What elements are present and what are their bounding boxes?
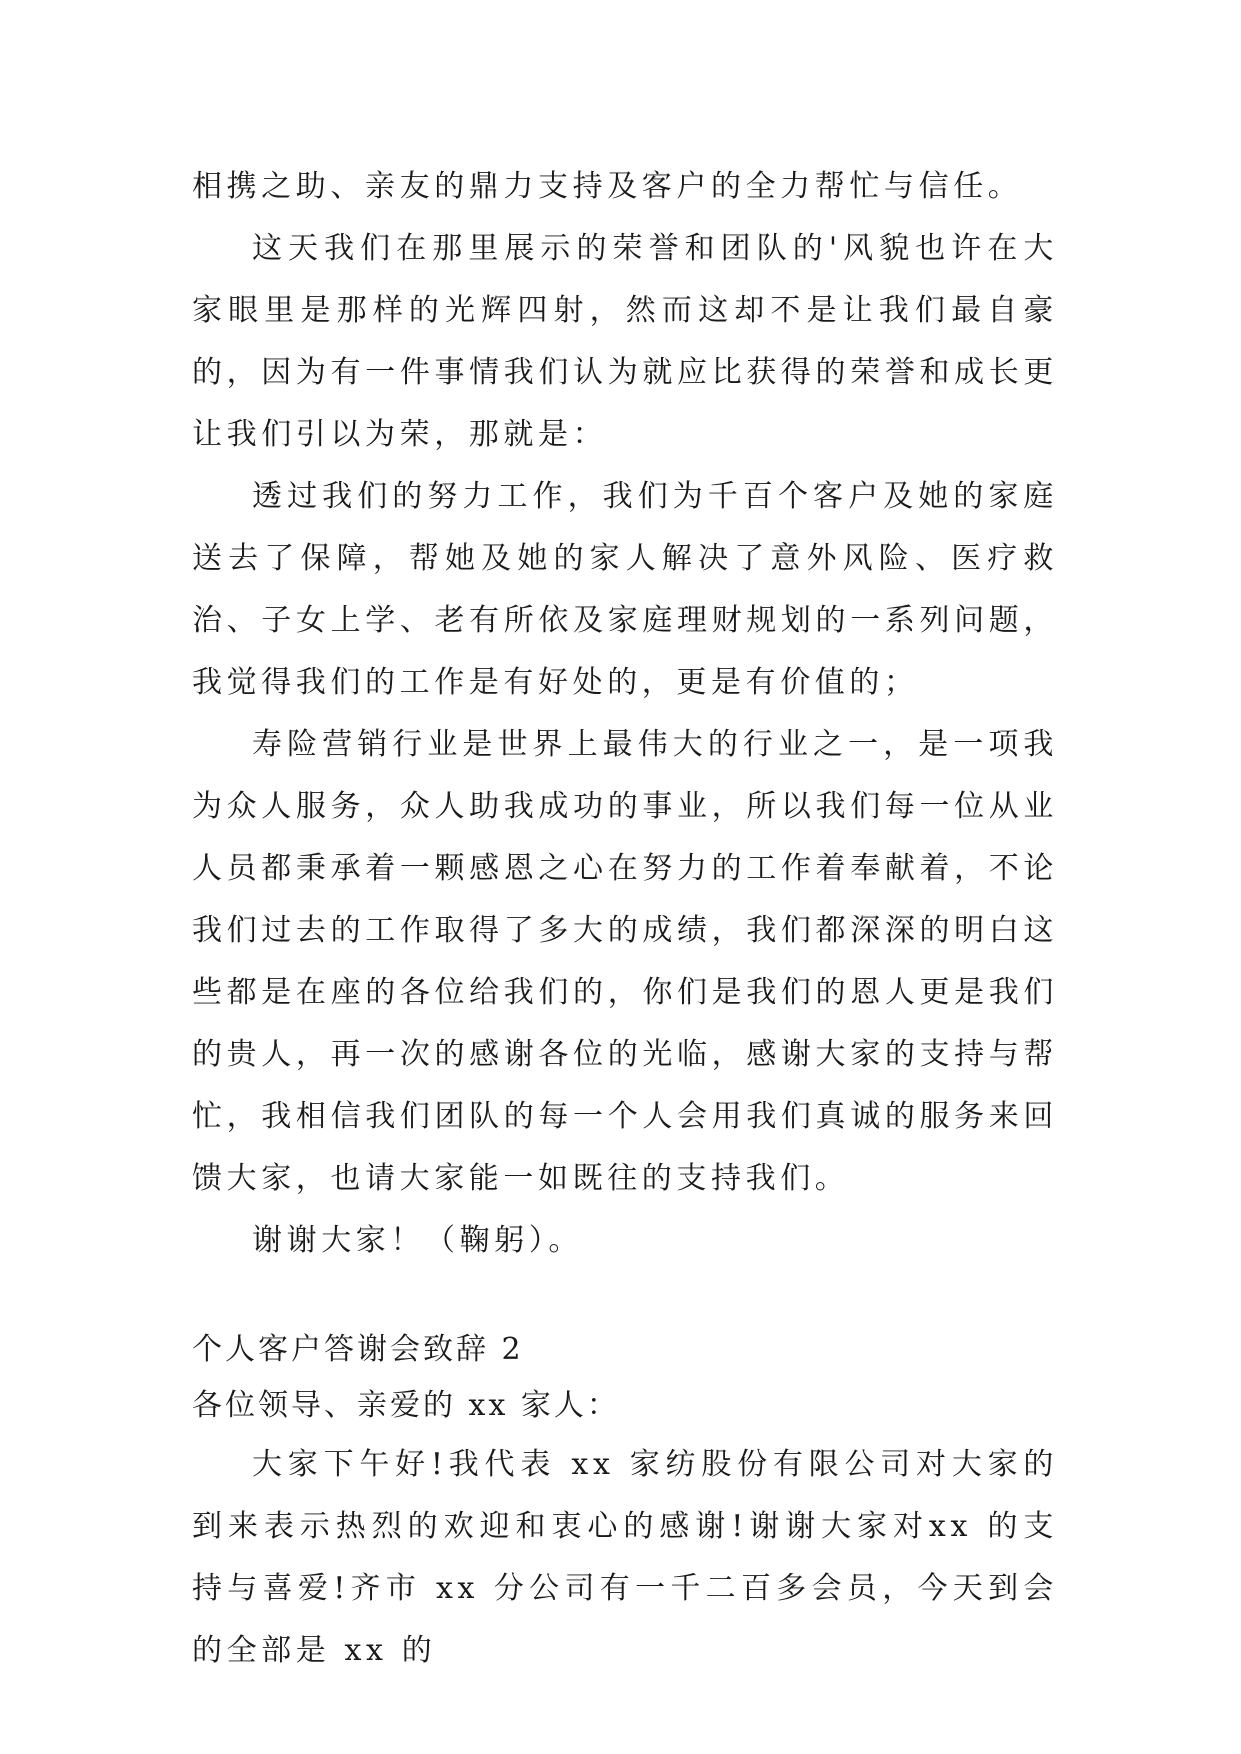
paragraph-efforts: 透过我们的努力工作，我们为千百个客户及她的家庭送去了保障，帮她及她的家人解决了意外风险、医疗救治、子女上学、老有所依及家庭理财规划的一系列问题，我觉得我们的工作是有好处的，更是有价值的； <box>192 479 1058 700</box>
paragraph-continuation: 相携之助、亲友的鼎力支持及客户的全力帮忙与信任。 <box>192 169 1023 204</box>
salutation: 各位领导、亲爱的 xx 家人： <box>192 1388 620 1423</box>
paragraph-thanks: 谢谢大家！（鞠躬）。 <box>252 1223 583 1258</box>
section-title: 个人客户答谢会致辞 2 <box>192 1332 524 1367</box>
section-spacer <box>192 1272 1058 1322</box>
document-body <box>192 156 1058 1682</box>
paragraph-welcome: 大家下午好!我代表 xx 家纺股份有限公司对大家的到来表示热烈的欢迎和衷心的感谢!谢谢大家对xx 的支持与喜爱!齐市 xx 分公司有一千二百多会员，今天到会的全部是 xx 的 <box>192 1447 1058 1668</box>
paragraph-honor-and-team: 这天我们在那里展示的荣誉和团队的'风貌也许在大家眼里是那样的光辉四射，然而这却不是让我们最自豪的，因为有一件事情我们认为就应比获得的荣誉和成长更让我们引以为荣，那就是： <box>192 231 1058 452</box>
paragraph-life-insurance: 寿险营销行业是世界上最伟大的行业之一，是一项我为众人服务，众人助我成功的事业，所以我们每一位从业人员都秉承着一颗感恩之心在努力的工作着奉献着，不论我们过去的工作取得了多大的成绩，我们都深深的明白这些都是在座的各位给我们的，你们是我们的恩人更是我们的贵人，再一次的感谢各位的光临，感谢大家的支持与帮忙，我相信我们团队的每一个人会用我们真诚的服务来回馈大家，也请大家能一如既往的支持我们。 <box>192 727 1058 1196</box>
